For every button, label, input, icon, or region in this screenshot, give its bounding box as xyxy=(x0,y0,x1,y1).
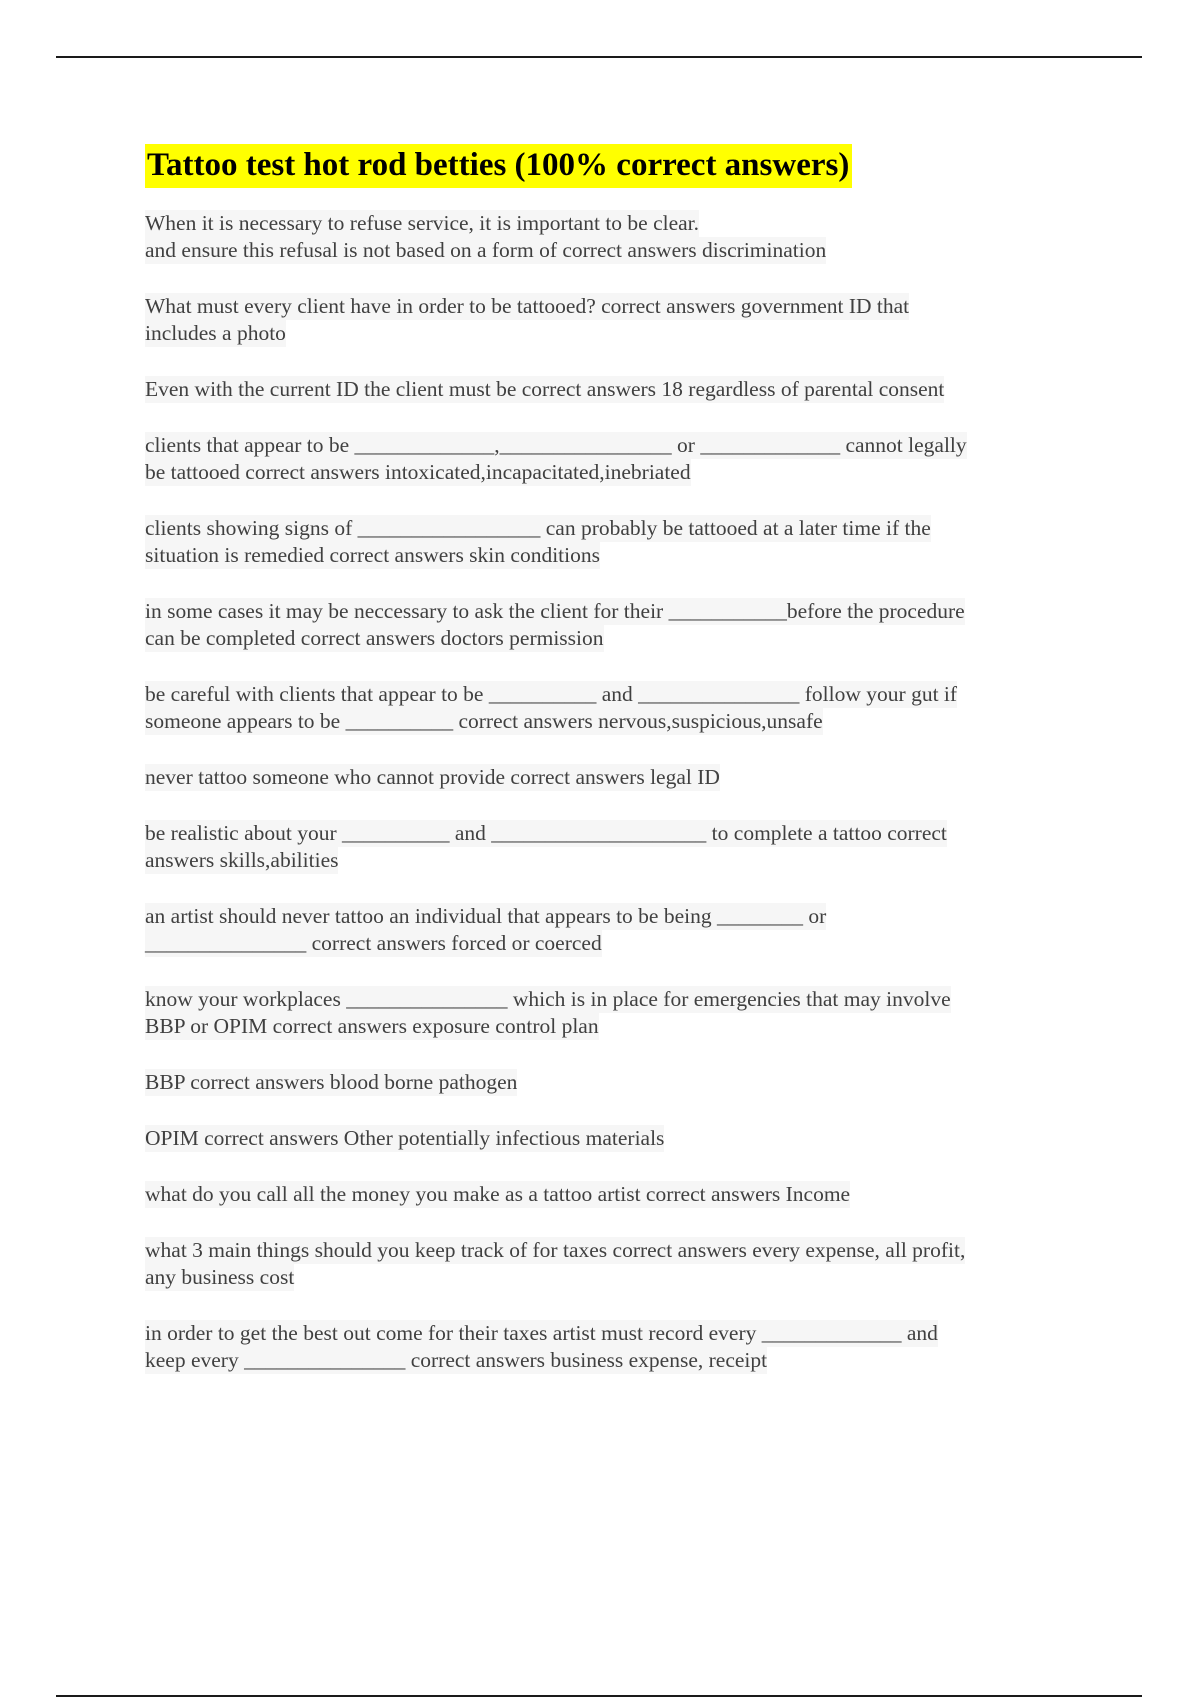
qa-line: can be completed correct answers doctors permission xyxy=(145,626,604,650)
qa-line: _______________ correct answers forced or coerced xyxy=(145,931,602,955)
qa-line: be realistic about your __________ and ____________________ to complete a tattoo correct xyxy=(145,821,947,845)
qa-item xyxy=(145,986,1075,1040)
qa-line: be careful with clients that appear to be __________ and _______________ follow your gut if xyxy=(145,682,958,706)
qa-item xyxy=(145,681,1075,735)
qa-line: situation is remedied correct answers skin conditions xyxy=(145,543,600,567)
qa-item xyxy=(145,1181,1075,1208)
bottom-rule xyxy=(56,1695,1142,1697)
qa-item xyxy=(145,903,1075,957)
qa-item xyxy=(145,1237,1075,1291)
qa-line: OPIM correct answers Other potentially infectious materials xyxy=(145,1126,665,1150)
qa-line: someone appears to be __________ correct answers nervous,suspicious,unsafe xyxy=(145,709,823,733)
qa-line: in order to get the best out come for their taxes artist must record every _____________ and xyxy=(145,1321,938,1345)
top-rule xyxy=(56,56,1142,58)
qa-line: When it is necessary to refuse service, it is important to be clear. xyxy=(145,211,700,235)
qa-line: BBP correct answers blood borne pathogen xyxy=(145,1070,518,1094)
qa-line: Even with the current ID the client must be correct answers 18 regardless of parental consent xyxy=(145,377,945,401)
qa-item xyxy=(145,432,1075,486)
qa-line: includes a photo xyxy=(145,321,286,345)
qa-line: and ensure this refusal is not based on a form of correct answers discrimination xyxy=(145,238,827,262)
qa-list xyxy=(145,210,1075,1374)
document-body xyxy=(145,144,1075,1403)
qa-line: What must every client have in order to be tattooed? correct answers government ID that xyxy=(145,294,910,318)
qa-line: never tattoo someone who cannot provide correct answers legal ID xyxy=(145,765,720,789)
qa-item xyxy=(145,764,1075,791)
qa-item xyxy=(145,1069,1075,1096)
qa-line: know your workplaces _______________ which is in place for emergencies that may involve xyxy=(145,987,951,1011)
document-title: Tattoo test hot rod betties (100% correct answers) xyxy=(145,144,852,188)
qa-item xyxy=(145,376,1075,403)
qa-line: BBP or OPIM correct answers exposure control plan xyxy=(145,1014,599,1038)
qa-item xyxy=(145,820,1075,874)
qa-item xyxy=(145,1125,1075,1152)
qa-line: what do you call all the money you make as a tattoo artist correct answers Income xyxy=(145,1182,851,1206)
qa-line: clients showing signs of _________________ can probably be tattooed at a later time if the xyxy=(145,516,931,540)
qa-line: in some cases it may be neccessary to ask the client for their ___________before the procedure xyxy=(145,599,965,623)
qa-line: what 3 main things should you keep track of for taxes correct answers every expense, all profit, xyxy=(145,1238,966,1262)
qa-line: keep every _______________ correct answers business expense, receipt xyxy=(145,1348,768,1372)
qa-item xyxy=(145,210,1075,264)
qa-line: be tattooed correct answers intoxicated,incapacitated,inebriated xyxy=(145,460,691,484)
qa-line: clients that appear to be _____________,________________ or _____________ cannot legally xyxy=(145,433,967,457)
qa-line: an artist should never tattoo an individual that appears to be being ________ or xyxy=(145,904,827,928)
qa-item xyxy=(145,515,1075,569)
qa-item xyxy=(145,598,1075,652)
qa-line: answers skills,abilities xyxy=(145,848,339,872)
qa-item xyxy=(145,1320,1075,1374)
qa-item xyxy=(145,293,1075,347)
qa-line: any business cost xyxy=(145,1265,295,1289)
